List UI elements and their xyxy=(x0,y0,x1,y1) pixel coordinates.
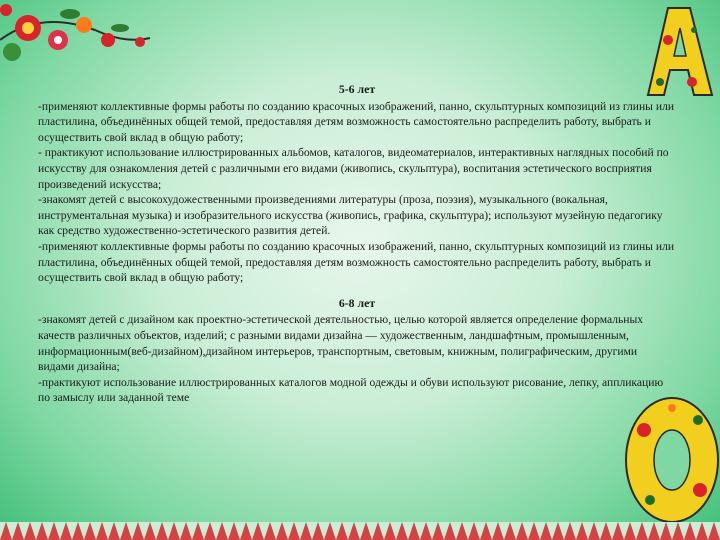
paragraph: -применяют коллективные формы работы по созданию красочных изображений, панно, скульптурных композиций из глины или пластилина, объединённых общей темой, предоставляя детям возможность самостоятельно распределить работу, выбрать и осуществить свой вклад в общую работу; xyxy=(38,99,675,144)
bottom-ornamental-border xyxy=(0,522,720,540)
section-5-6 xyxy=(38,82,676,286)
section-gap xyxy=(38,286,676,296)
section-6-8 xyxy=(38,296,676,406)
paragraph: -применяют коллективные формы работы по созданию красочных изображений, панно, скульптурных композиций из глины или пластилина, объединённых общей темой, предоставляя детям возможность самостоятельно распределить работу, выбрать и осуществить свой вклад в общую работу; xyxy=(38,239,675,285)
section-title: 5-6 лет xyxy=(338,82,376,96)
paragraph: -знакомят детей с дизайном как проектно-эстетической деятельностью, целью которой является определение формальных качеств различных объектов, изделий; с разными видами дизайна — художественным, ландшафтным, промышленным, информационным(веб-дизайном),дизайном интерьеров, транспортным, световым, книжным, полиграфическим, другими видами дизайна; xyxy=(38,313,644,374)
floral-ornament-top-left xyxy=(0,4,150,61)
text-content xyxy=(38,82,676,406)
paragraph: -практикуют использование иллюстрированных каталогов модной одежды и обуви используют рисование, лепку, аппликацию по замыслу или заданной теме xyxy=(38,375,664,405)
section-title: 6-8 лет xyxy=(338,295,376,310)
paragraph: -знакомят детей с высокохудожественными произведениями литературы (проза, поэзия), музыкального (вокальная, инструментальная музыка) и изобразительного искусства (живопись, графика, скульптура); используют музейную педагогику как средство художественно-эстетического развития детей. xyxy=(38,193,663,238)
letter-o-ornament xyxy=(626,398,718,522)
paragraph: - практикуют использование иллюстрированных альбомов, каталогов, видеоматериалов, интерактивных наглядных пособий по искусству для ознакомления детей с различными его видами (живопись, скульптура), воспитания эстетического восприятия произведений искусства; xyxy=(38,146,669,191)
